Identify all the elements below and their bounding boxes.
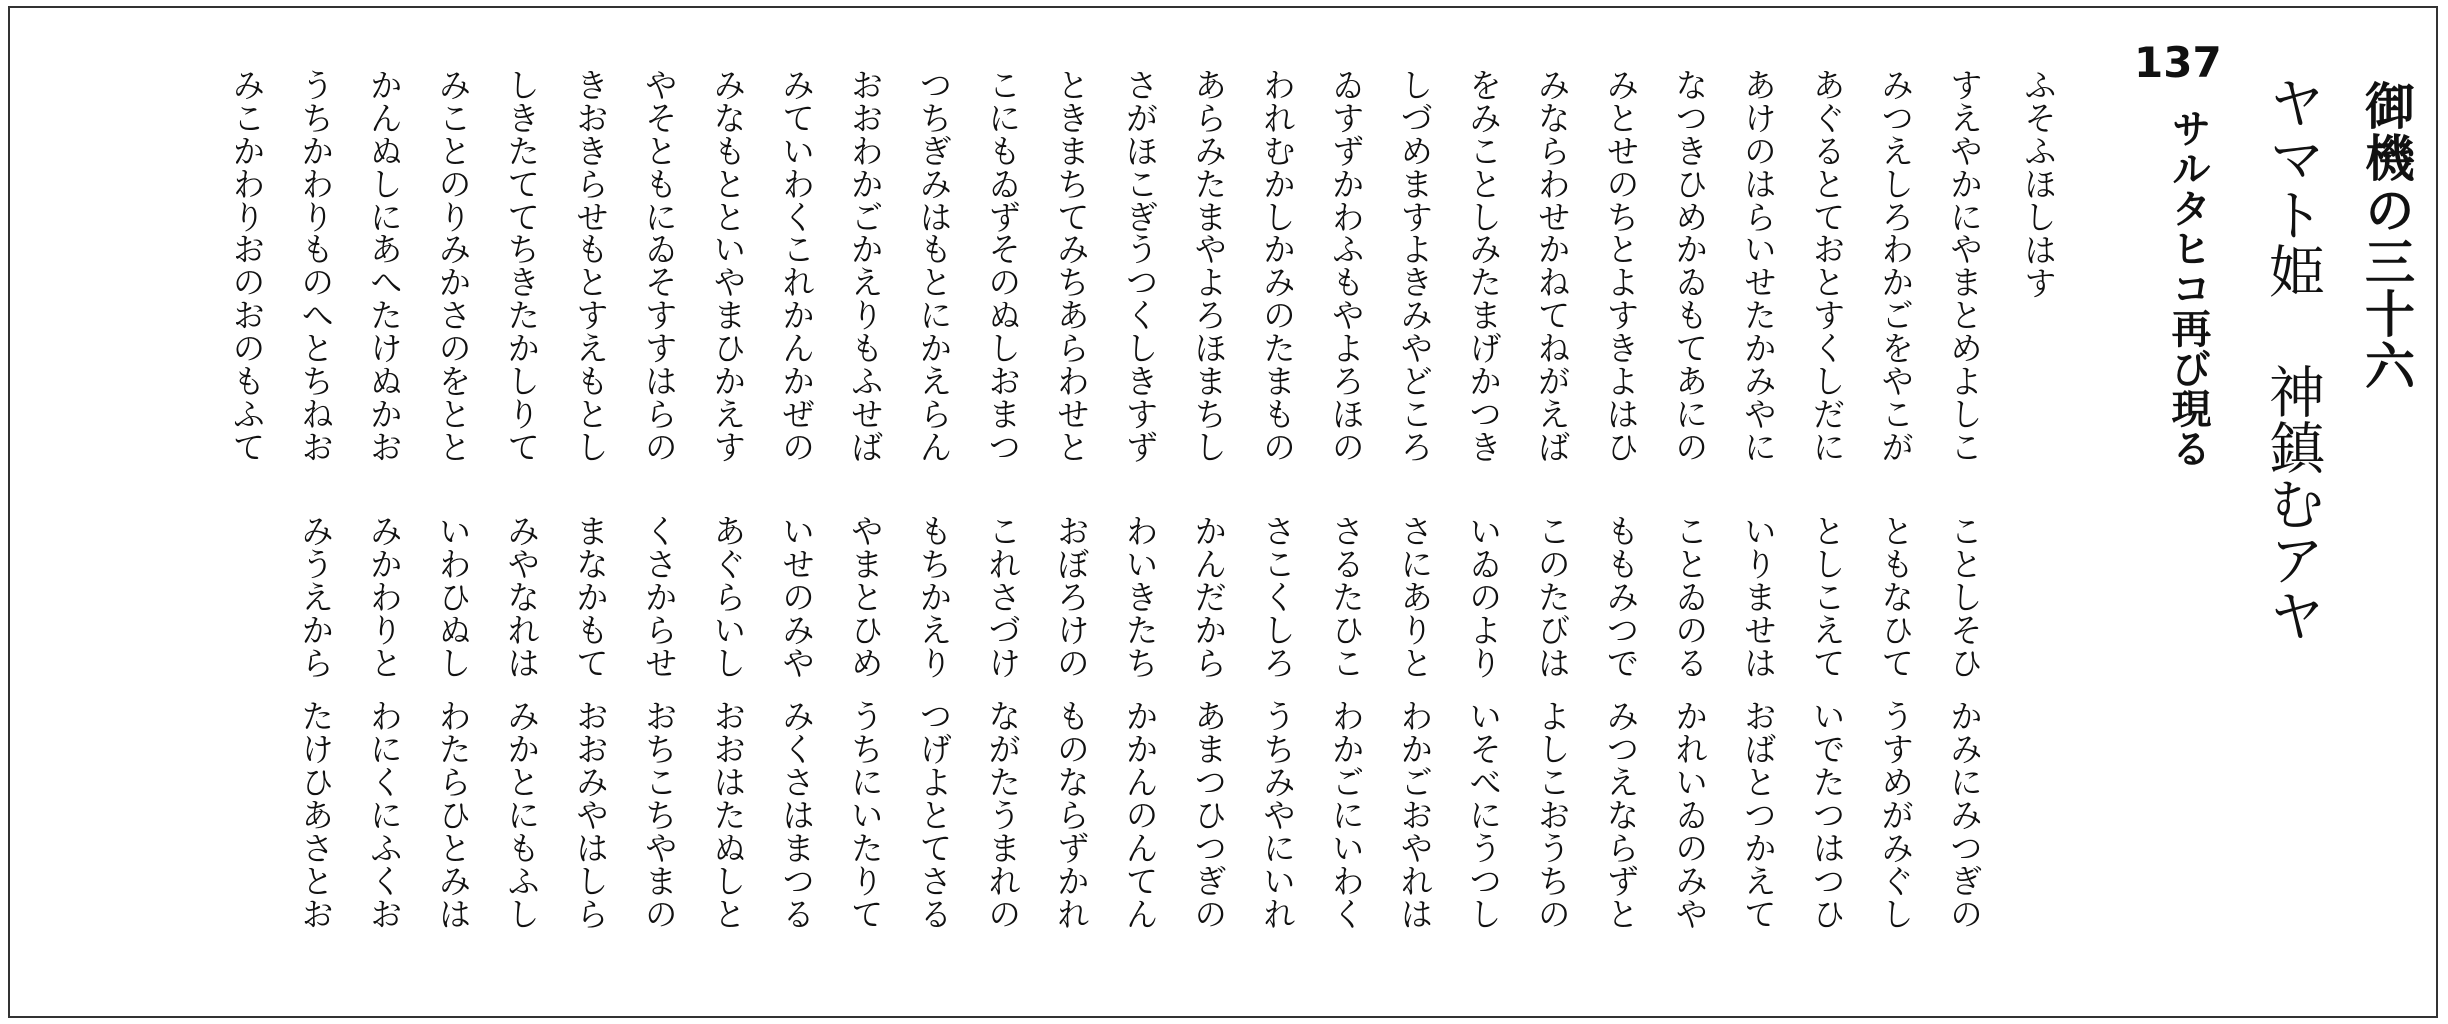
poem-phrase: ゐそすすはらの [639,232,679,463]
poem-phrase: いりませは [1738,514,1778,679]
poem-phrase: みことのり [433,68,473,233]
poem-phrase: さこくしろ [1258,514,1297,679]
poem-phrase: みくさはまつる [777,699,817,930]
poem-phrase: いでたつはつひ [1807,699,1847,930]
poem-phrase: あらみたま [1189,68,1229,233]
poem-phrase: あまつひつぎの [1189,699,1229,930]
poem-phrase: ながたうまれの [983,699,1023,930]
poem-phrase: みならわせ [1532,68,1572,233]
poem-phrase: やよろほまちし [1189,232,1229,463]
poem-phrase: いやまひかえす [708,232,748,463]
poem-phrase: かかんのんてん [1120,699,1160,930]
poem-phrase: かんだから [1189,514,1229,679]
poem-phrase: みつえしろ [1876,68,1916,233]
poem-phrase: あへたけぬかお [364,232,404,463]
poem-phrase: つげよとてさる [914,699,954,930]
poem-phrase: かんぬしに [364,68,404,233]
poem-phrase: みなもとと [708,68,748,233]
poem-phrase: われむかし [1258,68,1297,233]
poem-phrase: すえやかに [1945,68,1984,233]
poem-phrase: みかとにもふし [502,699,542,930]
poem-phrase: をみことし [1464,68,1504,233]
poem-phrase: うちかわり [296,68,336,233]
poem-phrase: きおきらせ [571,68,610,233]
poem-phrase: みかさのをとと [433,232,473,463]
poem-phrase: ももみつで [1601,514,1641,679]
poem-phrase: いわひぬし [433,514,473,679]
poem-phrase: あけのはら [1738,68,1778,233]
poem-phrase: いゐのより [1464,514,1504,679]
poem-phrase: おぼろけの [1051,514,1091,679]
poem-phrase: ふもやよろほの [1326,232,1366,463]
poem-phrase: かえりもふせば [845,232,885,463]
chapter-number: 137 [2134,38,2222,87]
poem-phrase: さにありと [1395,514,1435,679]
poem-phrase: わたらひとみは [433,699,473,930]
poem-phrase: みたまげかつき [1464,232,1504,463]
poem-phrase: うちにいたりて [845,699,885,930]
poem-phrase: つちぎみは [914,68,954,233]
poem-phrase: おとすくしだに [1807,232,1847,463]
poem-phrase: よしこおうちの [1532,699,1572,930]
poem-phrase: ものならずかれ [1051,699,1091,930]
poem-phrase: いせのみや [777,514,817,679]
poem-phrase: おおみやはしら [571,699,610,930]
poem-phrase: おのおのもふて [227,232,267,463]
poem-phrase: さるたひこ [1326,514,1366,679]
poem-phrase: なつきひめ [1670,68,1710,233]
poem-phrase: やそともに [639,68,679,233]
poem-phrase: うちみやにいれ [1258,699,1297,930]
poem-phrase: くさからせ [639,514,679,679]
poem-phrase: みとせのち [1601,68,1641,233]
poem-phrase: しきたてて [502,68,542,233]
page-frame [8,6,2438,1018]
poem-phrase: みうえから [296,514,336,679]
poem-phrase: わかごおやれは [1395,699,1435,930]
poem-phrase: もとにかえらん [914,232,954,463]
poem-phrase: あぐるとて [1807,68,1847,233]
poem-phrase: おちこちやまの [639,699,679,930]
poem-phrase: そのぬしおまつ [983,232,1023,463]
chapter-title: ヤマト姫 神鎮むアヤ [2260,74,2325,643]
poem-phrase: ものへとちねお [296,232,336,463]
poem-phrase: おばとつかえて [1738,699,1778,930]
poem-phrase: わかごにいわく [1326,699,1366,930]
poem-phrase: ゐすずかわ [1326,68,1366,233]
poem-phrase: よきみやどころ [1395,232,1435,463]
poem-phrase: みやなれは [502,514,542,679]
poem-phrase: ことしそひ [1945,514,1984,679]
poem-phrase: かみのたまもの [1258,232,1297,463]
poem-phrase: このたびは [1532,514,1572,679]
poem-phrase: ときまちて [1051,68,1091,233]
poem-phrase: わにくにふくお [364,699,404,930]
poem-phrase: しづめます [1395,68,1435,233]
poem-phrase: ことゐのる [1670,514,1710,679]
poem-phrase: としこえて [1807,514,1847,679]
poem-phrase: かみにみつぎの [1945,699,1984,930]
poem-phrase: わかごをやこが [1876,232,1916,463]
poem-phrase: これかんかぜの [777,232,817,463]
poem-phrase: みかわりと [364,514,404,679]
poem-phrase: こにもゐず [983,68,1023,233]
poem-phrase: もとすえもとし [571,232,610,463]
poem-phrase: ともなひて [1876,514,1916,679]
poem-phrase: みていわく [777,68,817,233]
poem-phrase: やまとめよしこ [1945,232,1984,463]
poem-phrase: かれいゐのみや [1670,699,1710,930]
poem-phrase: いせたかみやに [1738,232,1778,463]
poem-phrase: これさづけ [983,514,1023,679]
poem-phrase: もちかえり [914,514,954,679]
poem-phrase: とよすきよはひ [1601,232,1641,463]
poem-phrase: ちきたかしりて [502,232,542,463]
poem-phrase: かゐもてあにの [1670,232,1710,463]
poem-phrase: うつくしきすず [1120,232,1160,463]
poem-phrase: さがほこぎ [1120,68,1160,233]
poem-phrase: やまとひめ [845,514,885,679]
poem-phrase: いそべにうつし [1464,699,1504,930]
poem-phrase: おおはたぬしと [708,699,748,930]
book-title: 御機の三十六 [2357,80,2415,392]
poem-phrase: おおわかご [845,68,885,233]
poem-phrase: あぐらいし [708,514,748,679]
poem-phrase: まなかもて [571,514,610,679]
poem-phrase: かねてねがえば [1532,232,1572,463]
lead-line: ふそふほしはす [2019,68,2058,299]
poem-phrase: みちあらわせと [1051,232,1091,463]
poem-phrase: うすめがみぐし [1876,699,1916,930]
chapter-subtitle: サルタヒコ再び現る [2165,108,2211,468]
poem-phrase: たけひあさとお [296,699,336,930]
poem-phrase: みつえならずと [1601,699,1641,930]
poem-phrase: みこかわり [227,68,267,233]
poem-phrase: わいきたち [1120,514,1160,679]
